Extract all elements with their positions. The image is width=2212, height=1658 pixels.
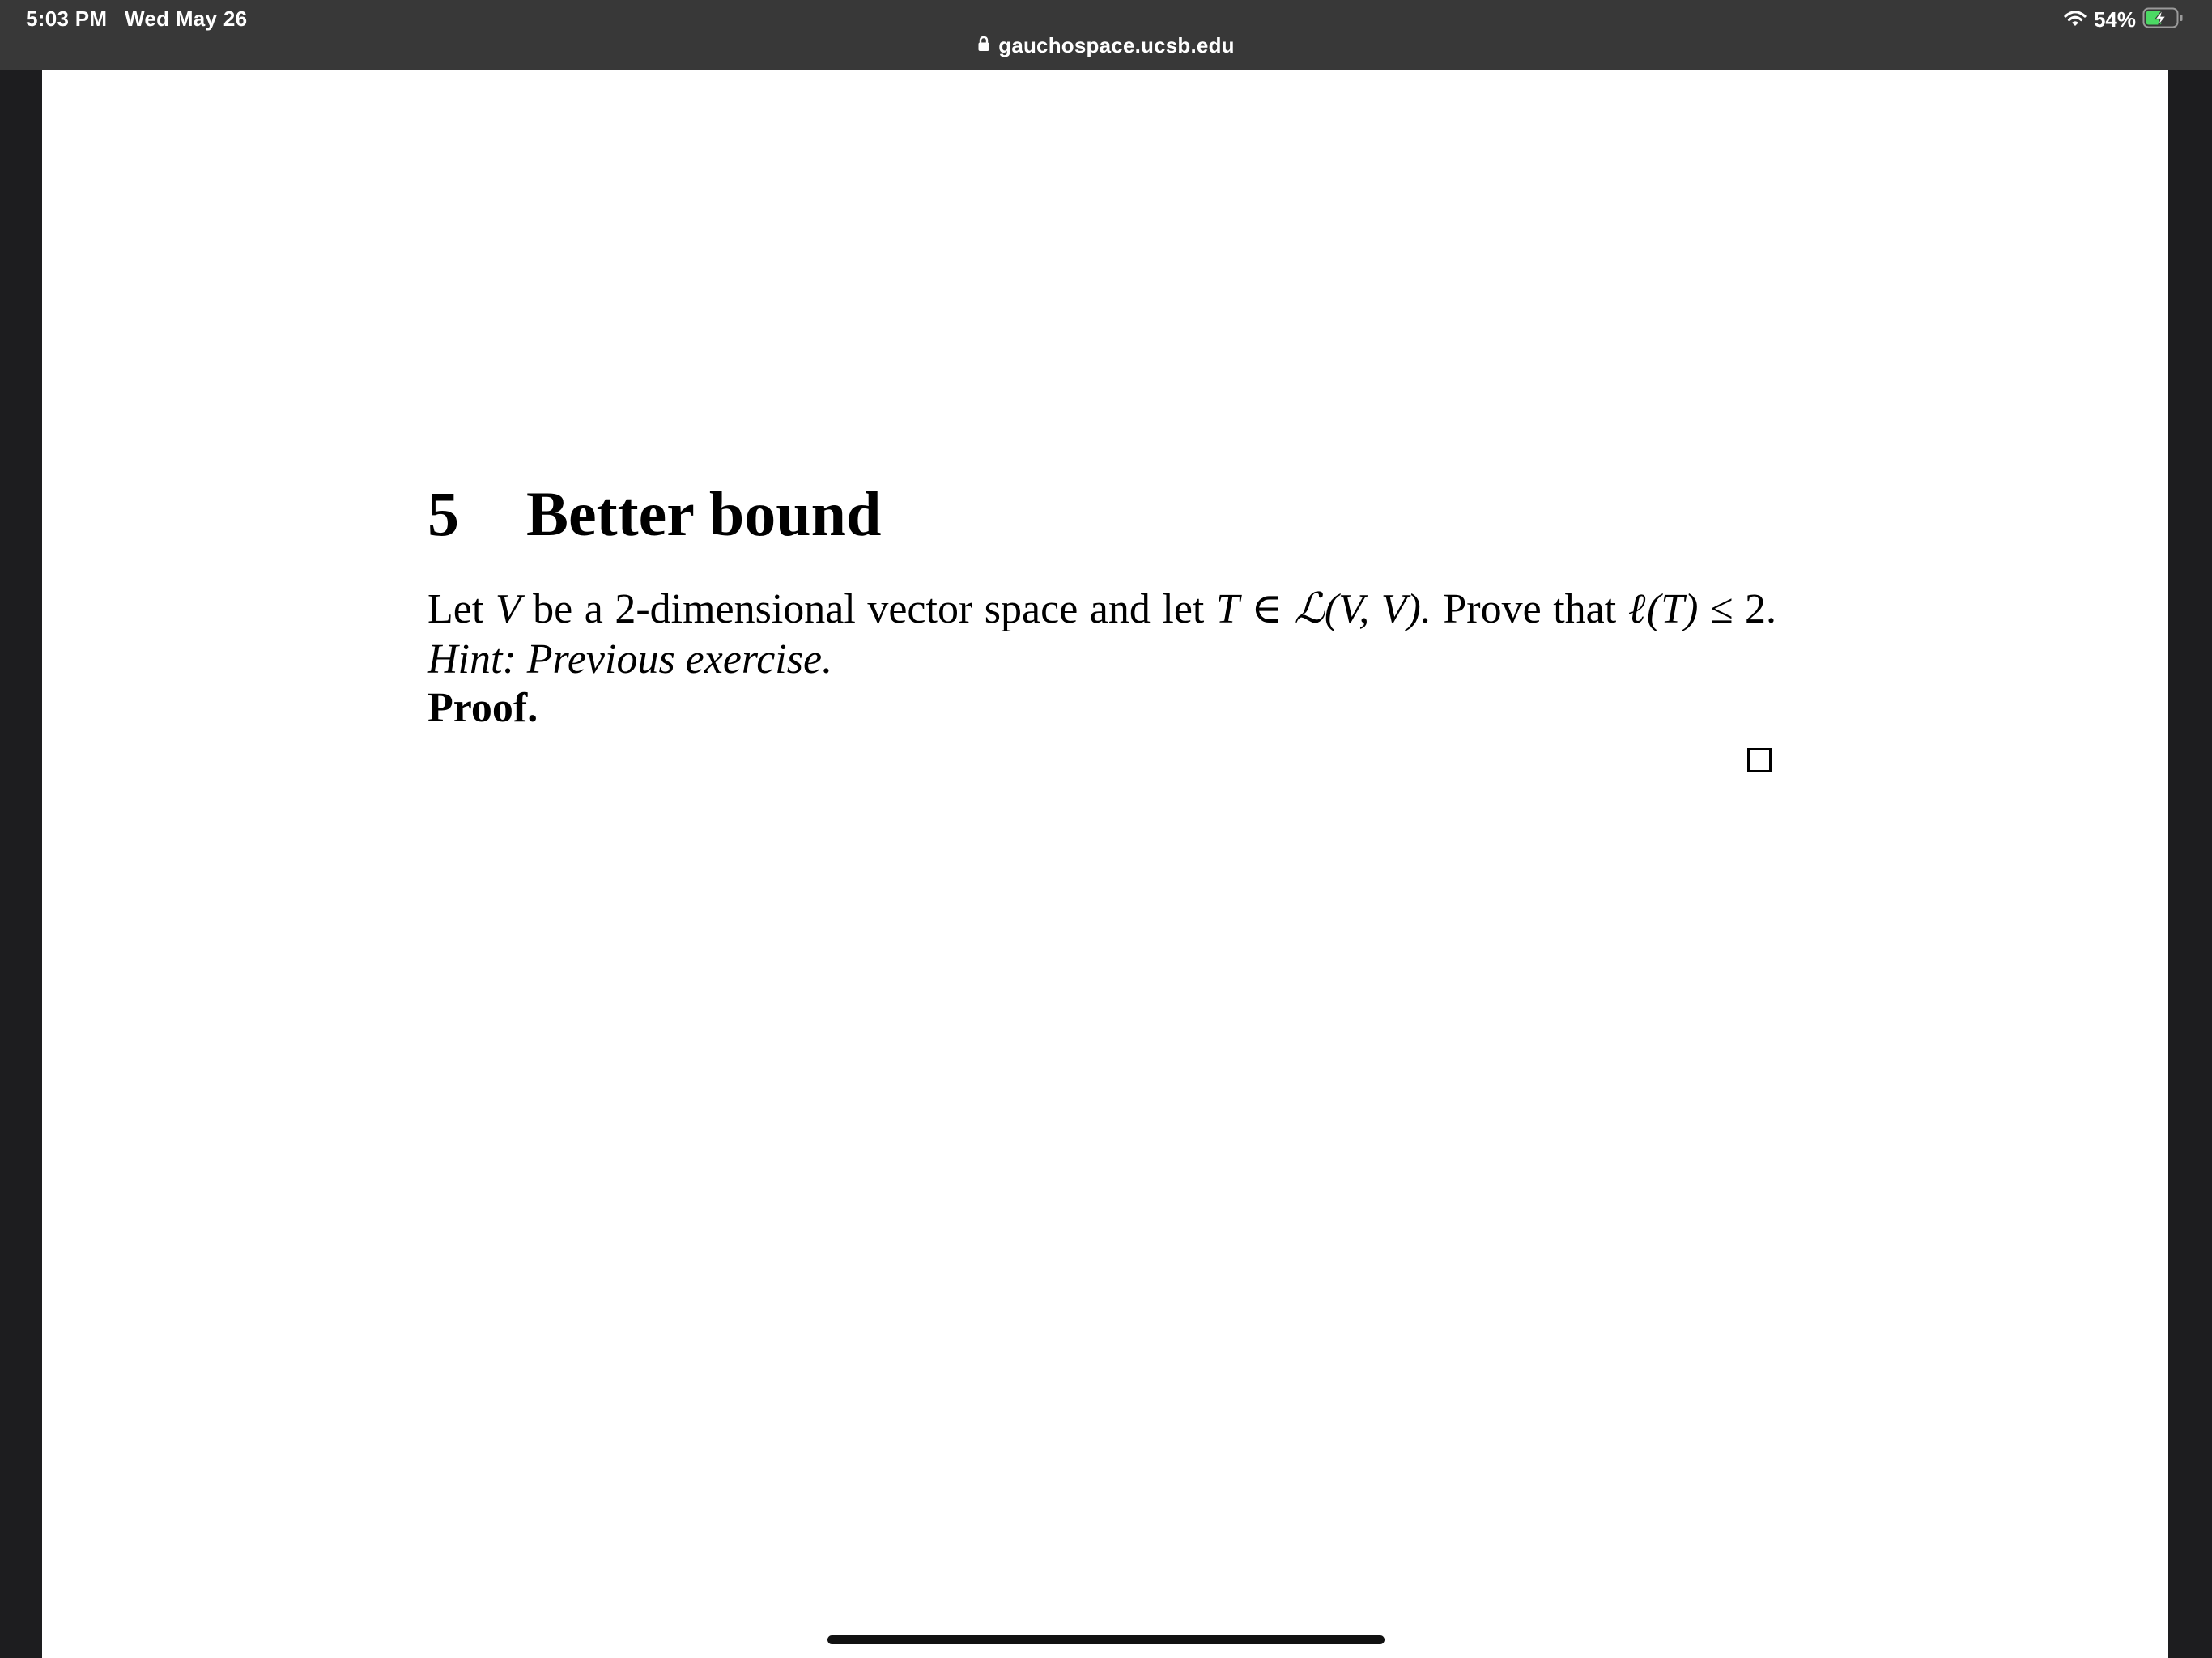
wifi-icon	[2063, 8, 2087, 32]
address-bar[interactable]	[0, 31, 2212, 60]
math-le-two: ≤ 2.	[1710, 586, 1777, 632]
viewer-left-margin	[0, 70, 42, 1658]
battery-charging-icon	[2142, 7, 2184, 32]
address-url[interactable]: gauchospace.ucsb.edu	[998, 32, 1235, 57]
math-element-of: ∈	[1251, 586, 1283, 632]
math-t: T	[1215, 586, 1240, 632]
proof-label: Proof.	[428, 685, 538, 731]
math-ell-t: ℓ(T)	[1627, 586, 1699, 632]
viewer-right-margin	[2168, 70, 2212, 1658]
qed-box	[1747, 748, 1772, 772]
status-date: Wed May 26	[125, 6, 248, 31]
battery-percent: 54%	[2093, 6, 2136, 32]
math-script-l: ℒ	[1294, 586, 1325, 632]
text-be-a: be a 2-dimensional vector space and let	[533, 586, 1205, 632]
pdf-page[interactable]	[42, 70, 2168, 1658]
text-let: Let	[428, 586, 484, 632]
lock-icon	[977, 36, 990, 56]
browser-top-bar	[0, 0, 2212, 70]
status-time: 5:03 PM	[26, 6, 108, 31]
section-heading	[428, 478, 882, 549]
math-v: V	[495, 586, 521, 632]
section-number: 5	[428, 478, 459, 549]
hint-text: Hint: Previous exercise.	[428, 636, 833, 682]
text-prove-that: Prove that	[1443, 586, 1617, 632]
math-args: (V, V).	[1324, 586, 1431, 632]
math-linear-maps	[1294, 586, 1431, 632]
section-title: Better bound	[526, 478, 882, 549]
exercise-statement	[428, 585, 1776, 685]
home-indicator[interactable]	[827, 1635, 1385, 1644]
status-indicators	[2063, 5, 2184, 34]
